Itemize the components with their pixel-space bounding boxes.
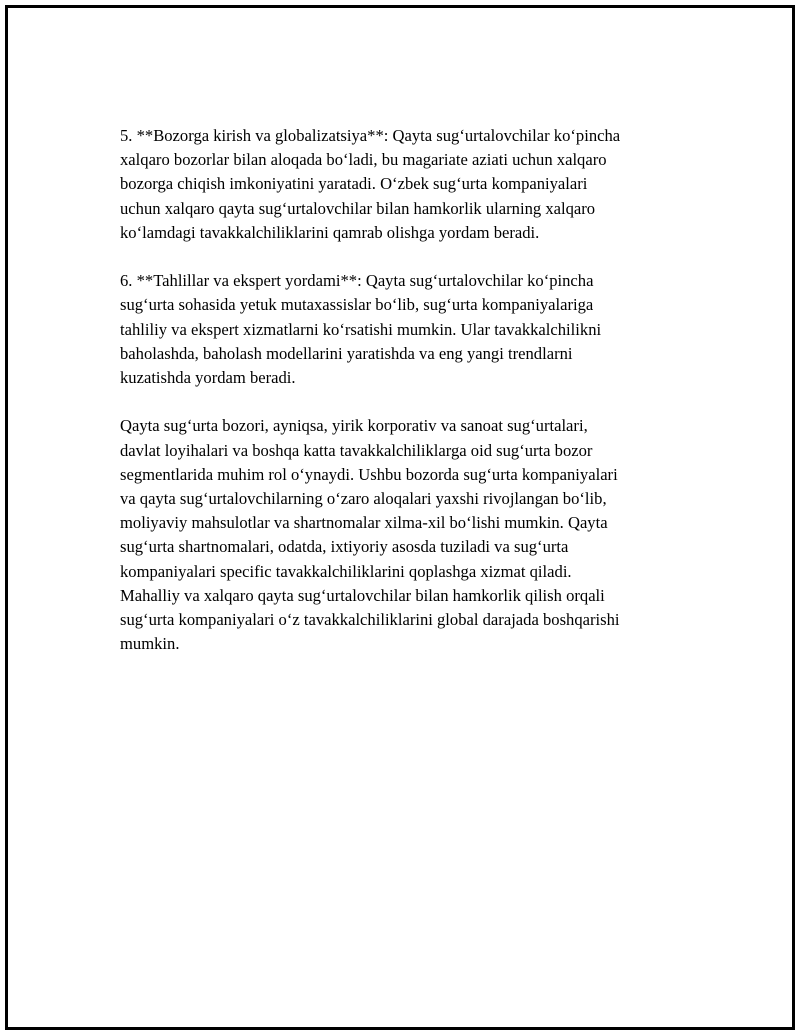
document-body bbox=[120, 124, 700, 681]
paragraph-reinsurance-market: Qayta sug‘urta bozori, ayniqsa, yirik korporativ va sanoat sug‘urtalari, davlat loyihalari va boshqa katta tavakkalchiliklarga oid sug‘urta bozor segmentlarida muhim rol o‘ynaydi. Ushbu bozorda sug‘urta kompaniyalari va qayta sug‘urtalovchilarning o‘zaro aloqalari yaxshi rivojlangan bo‘lib, moliyaviy mahsulotlar va shartnomalar xilma-xil bo‘lishi mumkin. Qayta sug‘urta shartnomalari, odatda, ixtiyoriy asosda tuziladi va sug‘urta kompaniyalari specific tavakkalchiliklarini qoplashga xizmat qiladi. Mahalliy va xalqaro qayta sug‘urtalovchilar bilan hamkorlik qilish orqali sug‘urta kompaniyalari o‘z tavakkalchiliklarini global darajada boshqarishi mumkin. bbox=[120, 416, 620, 654]
page-frame bbox=[5, 5, 795, 1030]
paragraph-market-access: 5. **Bozorga kirish va globalizatsiya**: Qayta sug‘urtalovchilar ko‘pincha xalqaro bozorlar bilan aloqada bo‘ladi, bu magariate aziati uchun xalqaro bozorga chiqish imkoniyatini yaratadi. O‘zbek sug‘urta kompaniyalari uchun xalqaro qayta sug‘urtalovchilar bilan hamkorlik ularning xalqaro ko‘lamdagi tavakkalchiliklarini qamrab olishga yordam beradi. bbox=[120, 126, 621, 242]
paragraph-expert-support: 6. **Tahlillar va ekspert yordami**: Qayta sug‘urtalovchilar ko‘pincha sug‘urta sohasida yetuk mutaxassislar bo‘lib, sug‘urta kompaniyalariga tahliliy va ekspert xizmatlarni ko‘rsatishi mumkin. Ular tavakkalchilikni baholashda, baholash modellarini yaratishda va eng yangi trendlarni kuzatishda yordam beradi. bbox=[120, 271, 602, 388]
